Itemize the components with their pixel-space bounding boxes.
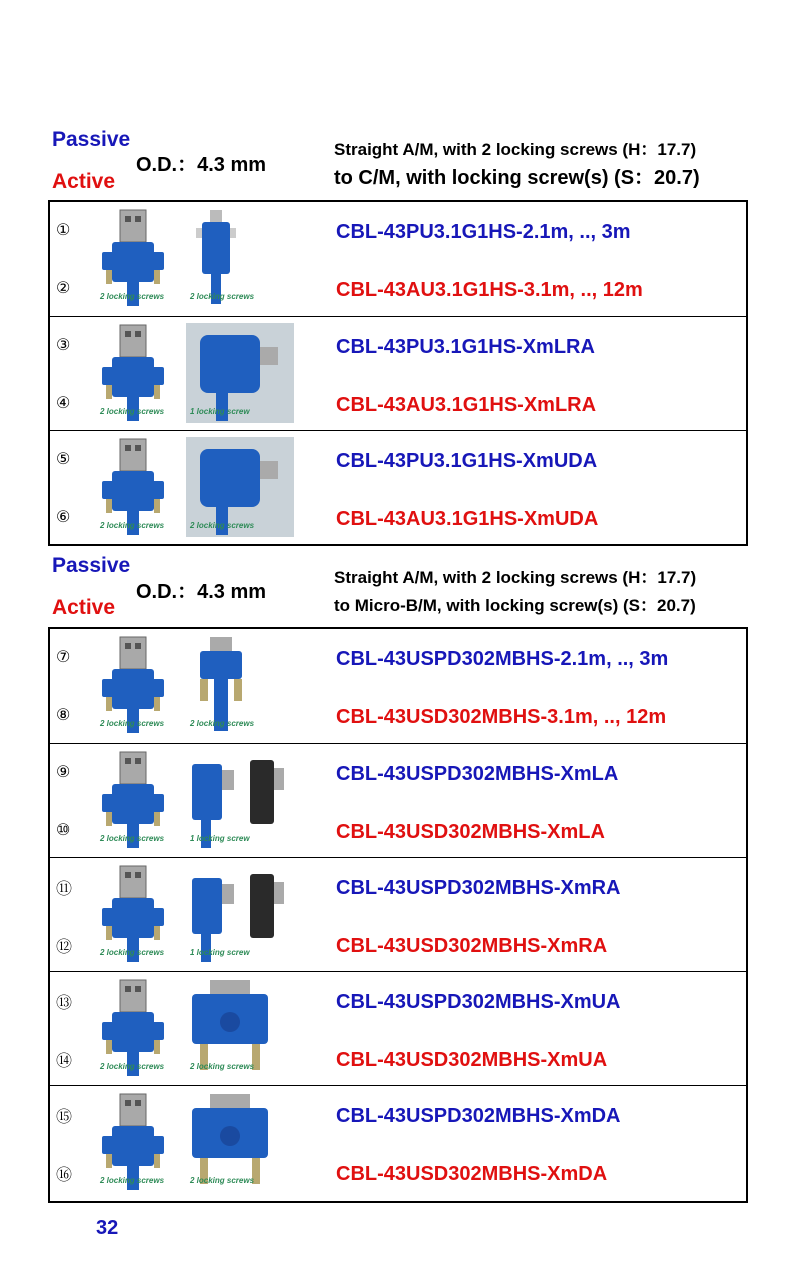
- passive-part-number: CBL-43PU3.1G1HS-XmUDA: [336, 450, 598, 472]
- active-label: Active: [52, 596, 116, 619]
- caption-connector: 2 locking screws: [190, 292, 255, 301]
- description-line-2: to C/M, with locking screw(s) (S：20.7): [334, 167, 700, 189]
- passive-part-number: CBL-43USPD302MBHS-XmUA: [336, 991, 621, 1013]
- active-part-number: CBL-43USD302MBHS-3.1m, .., 12m: [336, 706, 667, 728]
- caption-usb-a: 2 locking screws: [100, 292, 165, 301]
- caption-connector: 1 locking screw: [190, 407, 250, 416]
- passive-label: Passive: [52, 554, 131, 577]
- caption-connector: 1 locking screw: [190, 834, 250, 843]
- item-number-passive: ①: [56, 220, 71, 239]
- passive-part-number: CBL-43USPD302MBHS-XmDA: [336, 1105, 621, 1127]
- passive-part-number: CBL-43PU3.1G1HS-2.1m, .., 3m: [336, 221, 631, 243]
- active-part-number: CBL-43USD302MBHS-XmLA: [336, 821, 605, 843]
- item-number-active: ⑭: [56, 1051, 73, 1070]
- passive-part-number: CBL-43USPD302MBHS-XmLA: [336, 763, 619, 785]
- product-row: [50, 1085, 746, 1199]
- item-number-active: ④: [56, 393, 71, 412]
- active-part-number: CBL-43AU3.1G1HS-XmLRA: [336, 394, 597, 416]
- product-row: [50, 857, 746, 971]
- item-number-active: ②: [56, 278, 71, 297]
- caption-usb-a: 2 locking screws: [100, 948, 165, 957]
- section-2-header: [52, 552, 752, 624]
- item-number-passive: ⑤: [56, 449, 71, 468]
- item-number-passive: ⑮: [56, 1107, 73, 1126]
- active-part-number: CBL-43AU3.1G1HS-XmUDA: [336, 508, 599, 530]
- caption-usb-a: 2 locking screws: [100, 521, 165, 530]
- caption-connector: 2 locking screws: [190, 521, 255, 530]
- product-row: [50, 202, 746, 316]
- description-line-1: Straight A/M, with 2 locking screws (H：17.7): [334, 140, 697, 159]
- item-number-passive: ⑨: [56, 762, 71, 781]
- active-part-number: CBL-43USD302MBHS-XmDA: [336, 1163, 608, 1185]
- caption-connector: 1 locking screw: [190, 948, 250, 957]
- active-part-number: CBL-43USD302MBHS-XmRA: [336, 935, 608, 957]
- item-number-active: ⑩: [56, 820, 71, 839]
- item-number-active: ⑥: [56, 507, 71, 526]
- item-number-passive: ⑪: [56, 879, 73, 898]
- caption-usb-a: 2 locking screws: [100, 834, 165, 843]
- caption-usb-a: 2 locking screws: [100, 1176, 165, 1185]
- outer-diameter: O.D.：4.3 mm: [136, 154, 267, 176]
- caption-connector: 2 locking screws: [190, 719, 255, 728]
- item-number-passive: ③: [56, 335, 71, 354]
- section-1-header: [52, 126, 752, 196]
- item-number-passive: ⑦: [56, 647, 71, 666]
- caption-usb-a: 2 locking screws: [100, 1062, 165, 1071]
- section-2-table: [48, 627, 748, 1203]
- passive-label: Passive: [52, 128, 131, 151]
- passive-part-number: CBL-43PU3.1G1HS-XmLRA: [336, 336, 595, 358]
- active-part-number: CBL-43USD302MBHS-XmUA: [336, 1049, 608, 1071]
- description-line-1: Straight A/M, with 2 locking screws (H：17.7): [334, 568, 697, 587]
- section-1-table: [48, 200, 748, 546]
- item-number-active: ⑯: [56, 1165, 73, 1184]
- active-label: Active: [52, 170, 116, 193]
- caption-usb-a: 2 locking screws: [100, 719, 165, 728]
- caption-connector: 2 locking screws: [190, 1062, 255, 1071]
- product-row: [50, 430, 746, 544]
- item-number-active: ⑧: [56, 705, 71, 724]
- caption-usb-a: 2 locking screws: [100, 407, 165, 416]
- item-number-passive: ⑬: [56, 993, 73, 1012]
- passive-part-number: CBL-43USPD302MBHS-XmRA: [336, 877, 621, 899]
- description-line-2: to Micro-B/M, with locking screw(s) (S：20.7): [334, 596, 696, 615]
- product-row: [50, 629, 746, 743]
- product-row: [50, 971, 746, 1085]
- page-number: 32: [96, 1217, 119, 1239]
- active-part-number: CBL-43AU3.1G1HS-3.1m, .., 12m: [336, 279, 643, 301]
- item-number-active: ⑫: [56, 937, 73, 956]
- caption-connector: 2 locking screws: [190, 1176, 255, 1185]
- outer-diameter: O.D.：4.3 mm: [136, 581, 267, 603]
- passive-part-number: CBL-43USPD302MBHS-2.1m, .., 3m: [336, 648, 669, 670]
- product-row: [50, 743, 746, 857]
- product-row: [50, 316, 746, 430]
